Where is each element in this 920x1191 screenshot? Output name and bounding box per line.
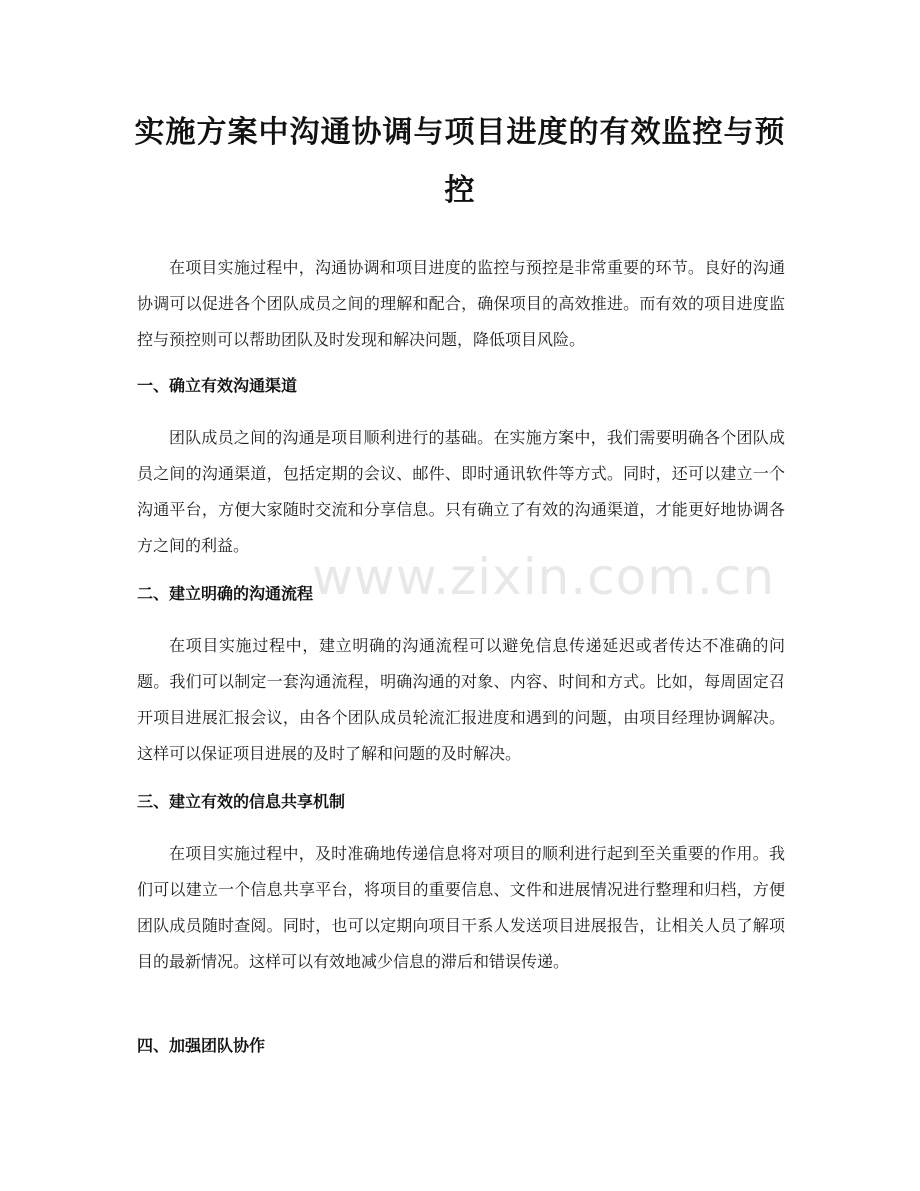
section-heading-1: 一、确立有效沟通渠道 <box>137 376 298 395</box>
document-title: 实施方案中沟通协调与项目进度的有效监控与预控 <box>134 115 786 208</box>
section-body-2: 在项目实施过程中，建立明确的沟通流程可以避免信息传递延迟或者传达不准确的问题。我们可以制定一套沟通流程，明确沟通的对象、内容、时间和方式。比如，每周固定召开项目进展汇报会议，由各个团队成员轮流汇报进度和遇到的问题，由项目经理协调解决。这样可以保证项目进展的及时了解和问题的及时解决。 <box>137 636 785 763</box>
section-heading-4: 四、加强团队协作 <box>137 1036 266 1055</box>
section-body-1: 团队成员之间的沟通是项目顺利进行的基础。在实施方案中，我们需要明确各个团队成员之间的沟通渠道，包括定期的会议、邮件、即时通讯软件等方式。同时，还可以建立一个沟通平台，方便大家随时交流和分享信息。只有确立了有效的沟通渠道，才能更好地协调各方之间的利益。 <box>137 428 785 555</box>
watermark: www.zixin.com.cn <box>312 548 776 606</box>
section-heading-2: 二、建立明确的沟通流程 <box>137 584 314 603</box>
intro-paragraph: 在项目实施过程中，沟通协调和项目进度的监控与预控是非常重要的环节。良好的沟通协调可以促进各个团队成员之间的理解和配合，确保项目的高效推进。而有效的项目进度监控与预控则可以帮助团队及时发现和解决问题，降低项目风险。 <box>137 258 785 349</box>
section-body-3: 在项目实施过程中，及时准确地传递信息将对项目的顺利进行起到至关重要的作用。我们可以建立一个信息共享平台，将项目的重要信息、文件和进展情况进行整理和归档，方便团队成员随时查阅。同时，也可以定期向项目干系人发送项目进展报告，让相关人员了解项目的最新情况。这样可以有效地减少信息的滞后和错误传递。 <box>137 844 785 971</box>
section-heading-3: 三、建立有效的信息共享机制 <box>137 792 346 811</box>
